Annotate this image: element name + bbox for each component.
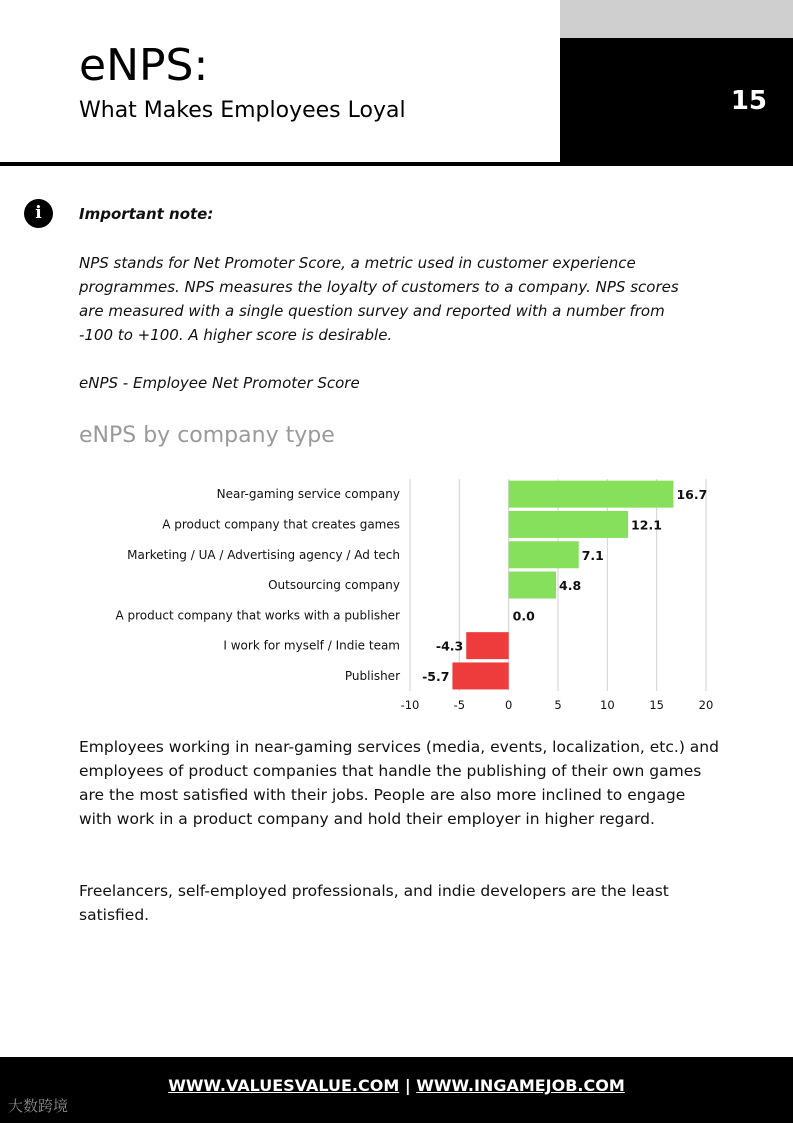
summary-paragraph-1: Employees working in near-gaming services (media, events, localization, etc.) and employees of product companies that handle the publishing of their own games are the most satisfied with their jobs. People are also more inclined to engage with work in a product company and hold their employer in higher regard.: [79, 738, 719, 828]
bar: [509, 541, 579, 568]
bar: [509, 511, 628, 538]
x-tick-label: 20: [698, 698, 714, 713]
note-body: NPS stands for Net Promoter Score, a metric used in customer experience programmes. NPS measures the loyalty of customers to a company. NPS scores are measured with a single question survey and reported with a number from -100 to +100. A higher score is desirable.: [79, 254, 679, 344]
category-label: A product company that creates games: [162, 517, 400, 532]
category-label: Publisher: [344, 668, 400, 683]
x-tick-label: 15: [649, 698, 664, 713]
x-tick-label: 0: [505, 698, 513, 713]
value-label: 0.0: [512, 608, 535, 624]
page-subtitle: What Makes Employees Loyal: [79, 98, 406, 123]
watermark-logo: 大数跨境: [8, 1097, 69, 1115]
value-label: 7.1: [581, 547, 604, 563]
header-divider: [0, 162, 560, 166]
x-tick-label: 10: [600, 698, 615, 713]
bar: [509, 481, 674, 508]
value-label: -4.3: [435, 638, 464, 654]
bar: [466, 632, 508, 659]
footer-links: [0, 1074, 793, 1098]
page-number: 15: [730, 86, 767, 116]
bar: [452, 662, 508, 689]
x-tick-label: -5: [453, 698, 466, 713]
value-label: 16.7: [676, 487, 708, 503]
value-label: 4.8: [559, 578, 582, 594]
category-label: Near-gaming service company: [216, 487, 400, 502]
enps-definition: eNPS - Employee Net Promoter Score: [79, 374, 360, 392]
summary-paragraph-2: Freelancers, self-employed professionals, and indie developers are the least satisfied.: [79, 882, 669, 924]
bar: [509, 572, 556, 599]
category-label: A product company that works with a publisher: [115, 608, 400, 623]
value-label: -5.7: [422, 668, 450, 684]
page-title: eNPS:: [79, 40, 209, 91]
chart-gridlines: [410, 479, 706, 691]
category-label: Outsourcing company: [268, 578, 400, 593]
note-heading: Important note:: [79, 205, 214, 223]
x-tick-label: 5: [554, 698, 562, 713]
info-icon: i: [24, 199, 53, 228]
footer-link-ingamejob[interactable]: WWW.INGAMEJOB.COM: [416, 1076, 625, 1095]
chart-title: eNPS by company type: [79, 423, 335, 448]
value-label: 12.1: [631, 517, 662, 533]
footer-link-valuesvalue[interactable]: WWW.VALUESVALUE.COM: [168, 1076, 400, 1095]
category-label: I work for myself / Indie team: [223, 638, 400, 653]
footer-separator: |: [399, 1076, 417, 1095]
category-label: Marketing / UA / Advertising agency / Ad tech: [127, 547, 400, 562]
header-gray-band: [560, 0, 793, 38]
enps-bar-chart: [0, 470, 793, 720]
x-tick-label: -10: [400, 698, 420, 713]
